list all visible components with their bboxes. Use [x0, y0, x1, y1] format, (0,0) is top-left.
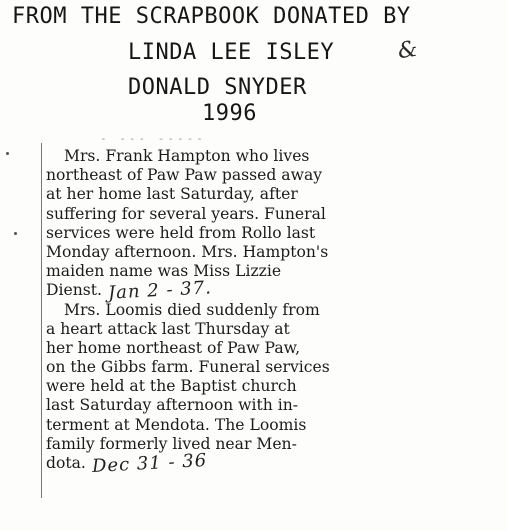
clipping-line: on the Gibbs farm. Funeral services — [46, 358, 330, 377]
header-year: 1996 — [202, 101, 257, 126]
handwritten-ampersand: & — [396, 36, 420, 65]
clipping-line: Mrs. Frank Hampton who lives — [64, 147, 310, 165]
clipping-line: family formerly lived near Men- — [46, 434, 297, 453]
handwritten-date-note: Jan 2 - 37. — [107, 277, 213, 305]
clipping-line: dota. Dec 31 - 36 — [46, 449, 208, 478]
margin-speck — [6, 152, 9, 155]
clipping-line: Monday afternoon. Mrs. Hampton's — [46, 242, 329, 261]
clipping-line: northeast of Paw Paw passed away — [46, 166, 323, 185]
clipping-column-rule — [41, 143, 42, 498]
header-donor-name-2: DONALD SNYDER — [128, 75, 307, 100]
header-donor-name-1: LINDA LEE ISLEY — [128, 40, 335, 65]
header-donated-by: FROM THE SCRAPBOOK DONATED BY — [12, 4, 411, 29]
clipping-top-edge: - --- ----- — [100, 132, 206, 145]
clipping-line: last Saturday afternoon with in- — [46, 396, 299, 415]
margin-speck — [14, 232, 17, 235]
clipping-line: terment at Mendota. The Loomis — [46, 415, 307, 434]
clipping-line: a heart attack last Thursday at — [46, 319, 290, 338]
clipping-line: services were held from Rollo last — [46, 223, 316, 242]
clipping-line: were held at the Baptist church — [46, 377, 297, 396]
clipping-line: suffering for several years. Funeral — [46, 204, 326, 223]
handwritten-date-note: Dec 31 - 36 — [91, 449, 208, 478]
clipping-line: at her home last Saturday, after — [46, 185, 298, 204]
clipping-line: maiden name was Miss Lizzie — [46, 262, 282, 281]
clipping-line: her home northeast of Paw Paw, — [46, 338, 301, 357]
clipping-line: Dienst. Jan 2 - 37. — [46, 277, 213, 305]
clipping-line: Mrs. Loomis died suddenly from — [64, 300, 320, 319]
newspaper-clipping — [46, 147, 436, 478]
